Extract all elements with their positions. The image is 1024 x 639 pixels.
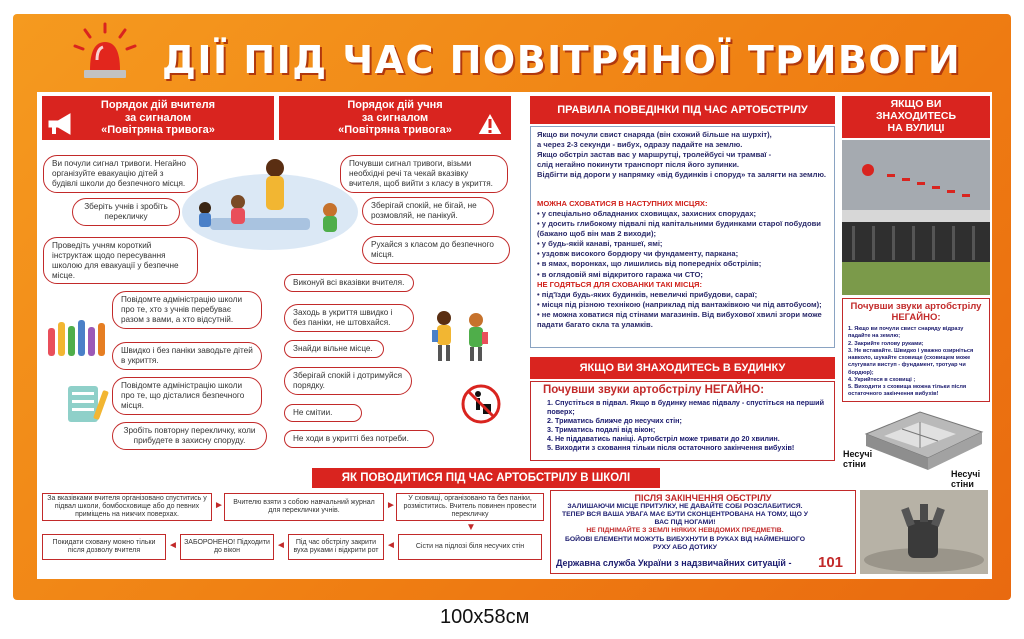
student-step-3: Рухайся з класом до безпечного місця. — [362, 236, 510, 264]
arrow-icon: ► — [386, 500, 396, 511]
warning-icon — [476, 110, 504, 136]
not-hide-list: • під'їзди будь-яких будинків, невеличкі прибудови, сараї; • місця під різною технікою (наприклад під вантажівкою чи під автобусом); • не можна ховатися під стінами магазинів. Від вибухової хвилі згори може падати багато скла та уламків. — [537, 290, 822, 330]
artillery-header: ПРАВИЛА ПОВЕДІНКИ ПІД ЧАС АРТОБСТРІЛУ — [530, 96, 835, 124]
unexploded-ordnance-photo — [860, 490, 988, 574]
street-header: ЯКЩО ВИ ЗНАХОДИТЕСЬ НА ВУЛИЦІ — [842, 96, 990, 138]
teacher-step-7: Зробіть повторну перекличку, коли прибудете в захисну споруду. — [112, 422, 267, 450]
building-subtitle: Почувши звуки артобстрілу НЕГАЙНО: — [543, 384, 765, 396]
school-step-6: ЗАБОРОНЕНО! Підходити до вікон — [180, 534, 274, 560]
megaphone-icon — [46, 112, 76, 136]
page-title: ДІЇ ПІД ЧАС ПОВІТРЯНОЇ ТРИВОГИ — [162, 38, 962, 82]
teacher-step-6: Повідомте адміністрацію школи про те, що дісталися безпечного місця. — [112, 377, 262, 415]
street-list: 1. Якщо ви почули свист снаряду відразу падайте на землю; 2. Закрийте голову руками; 3. Не вставайте. Швидко і уважно озирніться навколо, шукайте сховище (сховищем може слугувати виступ - фундамент, тротуар чи бордюр); 4. Укрийтеся в сховищі ; 5. Виходити з сховища можна тільки після остаточного закінчення вибухів! — [848, 326, 974, 398]
arrow-icon: ◄ — [168, 540, 178, 551]
school-step-3: У сховищі, організовано та без паніки, розміститись. Вчитель повинен провести перекличку — [396, 493, 544, 521]
student-step-5: Заходь в укриття швидко і без паніки, не штовхайся. — [284, 304, 414, 332]
wall-label-left: Несучі стіни — [843, 449, 873, 469]
can-hide-list: • у спеціально обладнаних сховищах, захисних спорудах; • у досить глибокому підвалі під капітальними будинками старої побудови (бажано щоб він мав 2 виходи); • у будь-якій канаві, траншеї, ямі; • уздовж високого бордюру чи фундаменту, паркана; • в ямах, воронках, що лишились від попередніх обстрілів; • в оглядовій ямі відкритого гаража чи СТО; — [537, 209, 821, 279]
school-header: ЯК ПОВОДИТИСЯ ПІД ЧАС АРТОБСТРІЛУ В ШКОЛІ — [312, 468, 660, 488]
after-lines: ЗАЛИШАЮЧИ МІСЦЕ ПРИТУЛКУ, НЕ ДАВАЙТЕ СОБІ РОЗСЛАБИТИСЯ. ТЕПЕР ВСЯ ВАША УВАГА МАЄ БУТИ СКОНЦЕНТРОВАНА НА ТОМУ, ЩО У ВАС ПІД НОГАМИ! НЕ ПІДНІМАЙТЕ З ЗЕМЛІ НІЯКИХ НЕВІДОМИХ ПРЕДМЕТІВ. БОЙОВІ ЕЛЕМЕНТИ МОЖУТЬ ВИБУХНУТИ В РУКАХ ВІД НАЙМЕНШОГО РУХУ АБО ДОТИКУ — [562, 503, 808, 551]
siren-icon — [70, 22, 140, 82]
school-step-5: Під час обстрілу закрити вуха руками і відкрити рот — [288, 534, 384, 560]
school-step-4: Сісти на підлозі біля несучих стін — [398, 534, 542, 560]
student-step-6: Знайди вільне місце. — [284, 340, 384, 358]
student-step-8: Не смітии. — [284, 404, 362, 422]
student-step-4: Виконуй всі вказівки вчителя. — [284, 274, 414, 292]
arrow-icon: ◄ — [386, 540, 396, 551]
wall-label-right: Несучі стіни — [951, 469, 981, 489]
checklist-icon — [66, 384, 112, 424]
teacher-step-4: Повідомте адміністрацію школи про те, хто з учнів перебуває разом з вами, а хто відсутній. — [112, 291, 262, 329]
classroom-illustration — [180, 150, 360, 250]
size-caption: 100x58см — [440, 606, 530, 628]
teacher-header: Порядок дій вчителя за сигналом «Повітряна тривога» — [42, 96, 274, 140]
kids-backpack-illustration — [428, 308, 496, 364]
emergency-service-label: Державна служба України з надзвичайних ситуацій - — [556, 558, 792, 568]
student-step-1: Почувши сигнал тривоги, візьми необхідні речі та чекай вказівку вчителя, щоб вийти з класу в укриття. — [340, 155, 508, 193]
teacher-step-1: Ви почули сигнал тривоги. Негайно організуйте евакуацію дітей з будівлі школи до безпечного місця. — [43, 155, 198, 193]
school-step-2: Вчителю взяти з собою навчальний журнал для переклички учнів. — [224, 493, 384, 521]
not-hide-title: НЕ ГОДЯТЬСЯ ДЛЯ СХОВАНКИ ТАКІ МІСЦЯ: — [537, 280, 702, 289]
street-subtitle: Почувши звуки артобстрілу НЕГАЙНО: — [850, 301, 982, 323]
teacher-step-5: Швидко і без паніки заводьте дітей в укриття. — [112, 342, 262, 370]
building-list: 1. Спустіться в підвал. Якщо в будинку немає підвалу - спустіться на перший поверх; 2. Триматись ближче до несучих стін; 3. Триматись подалі від вікон; 4. Не піддаватись паніці. Артобстріл може тривати до 20 хвилин. 5. Виходити з сховання тільки після остаточного закінчення вибухів! — [547, 398, 824, 452]
school-step-7: Покидати сховану можно тільки після дозволу вчителя — [42, 534, 166, 560]
teacher-step-2: Зберіть учнів і зробіть перекличку — [72, 198, 180, 226]
no-littering-icon — [461, 384, 501, 424]
raised-hands-icon — [46, 318, 108, 356]
school-step-1: За вказівками вчителя організовано спуститись у підвал школи, бомбосховище або до певних приміщень на нижчих поверхах. — [42, 493, 212, 521]
building-header: ЯКЩО ВИ ЗНАХОДИТЕСЬ В БУДИНКУ — [530, 357, 835, 379]
arrow-icon: ▼ — [466, 522, 476, 533]
load-bearing-walls-illustration — [860, 406, 988, 476]
arrow-icon: ► — [214, 500, 224, 511]
student-header: Порядок дій учня за сигналом «Повітряна тривога» — [279, 96, 511, 140]
can-hide-title: МОЖНА СХОВАТИСЯ В НАСТУПНИХ МІСЦЯХ: — [537, 199, 708, 208]
artillery-intro: Якщо ви почули свист снаряда (він схожий більше на шурхіт), а через 2-3 секунди - вибух, одразу падайте на землю. Якщо обстріл застав вас у маршрутці, тролейбусі чи трамваї - слід негайно покинути транспорт після його зупинки. Відбігти від дороги у напрямку «від будинків і споруд» та залягти на землю. — [537, 130, 827, 180]
after-header: ПІСЛЯ ЗАКІНЧЕННЯ ОБСТРІЛУ — [634, 493, 772, 503]
street-photo — [842, 140, 990, 295]
student-step-7: Зберігай спокій і дотримуйся порядку. — [284, 367, 412, 395]
arrow-icon: ◄ — [276, 540, 286, 551]
student-step-2: Зберігай спокій, не бігай, не розмовляй, не панікуй. — [362, 197, 494, 225]
teacher-step-3: Проведіть учням короткий інструктаж щодо пересування школою для евакуації у безпечне місце. — [43, 237, 198, 284]
emergency-phone: 101 — [818, 554, 844, 571]
student-step-9: Не ходи в укритті без потреби. — [284, 430, 434, 448]
